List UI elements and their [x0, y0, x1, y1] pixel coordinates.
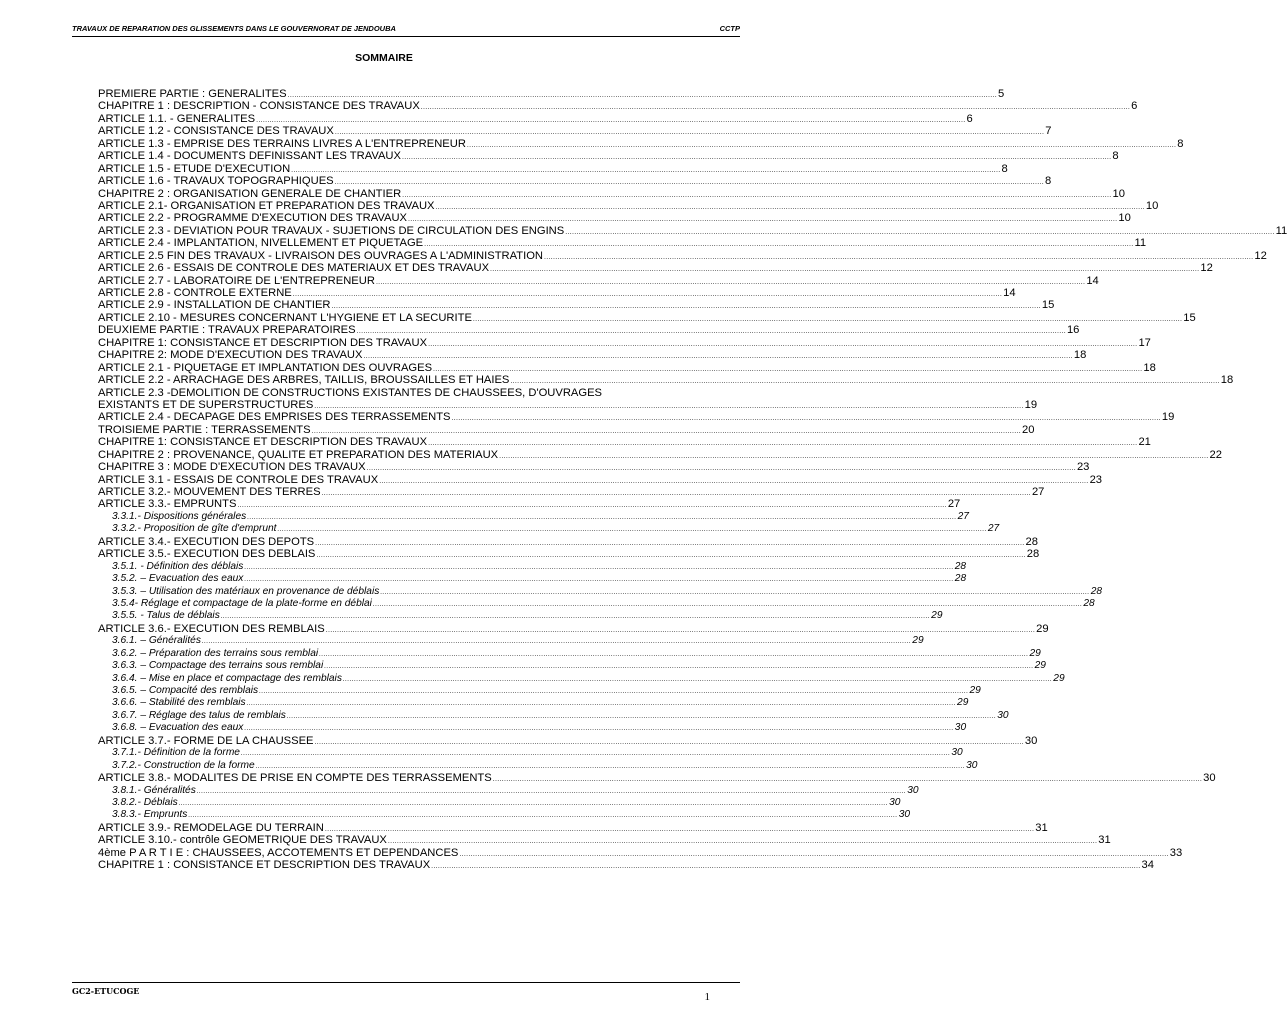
toc-entry-page: 28	[1090, 585, 1103, 597]
table-of-contents	[98, 88, 1287, 872]
toc-entry-page: 28	[1026, 548, 1040, 561]
toc-entry[interactable]	[98, 100, 1138, 113]
toc-entry[interactable]	[98, 796, 901, 809]
toc-entry[interactable]	[98, 772, 1216, 785]
toc-entry[interactable]	[98, 349, 1087, 362]
toc-entry-page: 18	[1073, 349, 1087, 362]
toc-entry-page: 23	[1076, 461, 1090, 474]
toc-entry[interactable]	[98, 461, 1090, 474]
toc-entry-label: CHAPITRE 2: MODE D'EXECUTION DES TRAVAUX	[98, 349, 363, 362]
toc-entry-label: ARTICLE 3.8.- MODALITES DE PRISE EN COMPTE DES TERRASSEMENTS	[98, 772, 492, 785]
toc-entry-label: ARTICLE 2.10 - MESURES CONCERNANT L'HYGIENE ET LA SECURITE	[98, 311, 472, 324]
toc-entry[interactable]	[98, 311, 1196, 324]
toc-entry[interactable]	[98, 287, 1016, 299]
toc-dot-leader	[179, 797, 888, 810]
toc-entry-label: ARTICLE 3.5.- EXECUTION DES DEBLAIS	[98, 548, 316, 561]
toc-entry-label: DEUXIEME PARTIE : TRAVAUX PREPARATOIRES	[98, 324, 356, 337]
toc-entry-label: 3.5.1. - Définition des déblais	[112, 560, 244, 572]
toc-entry-page: 18	[1143, 361, 1156, 374]
toc-entry[interactable]	[98, 523, 1000, 535]
toc-entry-label: 3.3.1.- Dispositions générales	[112, 510, 247, 522]
toc-dot-leader	[247, 697, 956, 710]
toc-entry[interactable]	[98, 834, 1111, 847]
toc-entry-label: 3.8.2.- Déblais	[112, 796, 178, 808]
toc-entry-page: 16	[1066, 324, 1080, 337]
toc-entry-label: ARTICLE 1.5 - ETUDE D'EXECUTION	[98, 162, 291, 175]
toc-entry-label: ARTICLE 3.3.- EMPRUNTS	[98, 498, 237, 511]
toc-entry-label: 3.6.2. – Préparation des terrains sous remblai	[112, 647, 319, 659]
toc-entry-page: 29	[1053, 672, 1065, 684]
toc-entry[interactable]	[98, 411, 1175, 424]
toc-entry-page: 29	[931, 610, 943, 622]
toc-entry-page: 30	[951, 747, 963, 759]
toc-entry-page: 23	[1089, 473, 1103, 486]
toc-entry-page: 8	[1045, 175, 1052, 188]
toc-entry-label: CHAPITRE 1 : DESCRIPTION - CONSISTANCE DES TRAVAUX	[98, 100, 420, 113]
toc-entry[interactable]	[98, 299, 1055, 312]
toc-entry-label: TROISIEME PARTIE : TERRASSEMENTS	[98, 423, 311, 436]
toc-entry-label: 3.6.8. – Evacuation des eaux	[112, 722, 244, 734]
toc-entry[interactable]	[98, 610, 943, 622]
toc-entry-page: 29	[969, 685, 981, 696]
toc-entry-page: 11	[1134, 237, 1147, 250]
toc-entry[interactable]	[98, 137, 1184, 150]
toc-entry-label: ARTICLE 2.6 - ESSAIS DE CONTROLE DES MATERIAUX ET DES TRAVAUX	[98, 262, 490, 275]
toc-entry-label: ARTICLE 2.3 -DEMOLITION DE CONSTRUCTIONS EXISTANTES DE CHAUSSEES, D'OUVRAGES	[98, 386, 603, 399]
toc-dot-leader	[324, 660, 1033, 673]
toc-entry-label: ARTICLE 2.3 - DEVIATION POUR TRAVAUX - SUJETIONS DE CIRCULATION DES ENGINS	[98, 224, 565, 237]
toc-entry[interactable]	[98, 448, 1222, 461]
toc-dot-leader	[510, 374, 1219, 388]
toc-entry[interactable]	[98, 199, 1159, 212]
toc-entry-label: ARTICLE 2.8 - CONTROLE EXTERNE	[98, 287, 292, 299]
toc-entry-page: 12	[1254, 249, 1267, 262]
toc-dot-leader	[287, 710, 996, 723]
toc-entry-page: 30	[898, 809, 911, 821]
toc-entry[interactable]	[98, 759, 978, 772]
toc-entry-label: 4ème P A R T I E : CHAUSSEES, ACCOTEMENTS ET DEPENDANCES	[98, 846, 459, 859]
toc-entry-label: CHAPITRE 2 : ORGANISATION GENERALE DE CHANTIER	[98, 187, 402, 200]
toc-entry-page: 10	[1112, 187, 1125, 200]
toc-entry[interactable]	[98, 486, 1045, 498]
toc-dot-leader	[244, 722, 953, 735]
toc-entry[interactable]	[98, 262, 1213, 275]
toc-entry[interactable]	[98, 125, 1052, 138]
toc-entry-page: 8	[1001, 162, 1008, 175]
header-project-title: TRAVAUX DE REPARATION DES GLISSEMENTS DANS LE GOUVERNORAT DE JENDOUBA	[72, 24, 396, 33]
toc-entry-page: 8	[1177, 137, 1184, 150]
toc-entry-page: 29	[957, 697, 969, 709]
toc-dot-leader	[380, 586, 1089, 599]
toc-entry[interactable]	[98, 88, 1005, 100]
toc-entry-page: 10	[1145, 199, 1159, 212]
toc-entry[interactable]	[98, 859, 1154, 872]
toc-entry-label: ARTICLE 1.4 - DOCUMENTS DEFINISSANT LES TRAVAUX	[98, 150, 401, 163]
toc-entry-page: 19	[1161, 411, 1175, 424]
toc-entry-label: 3.6.3. – Compactage des terrains sous remblai	[112, 660, 324, 672]
page-footer	[72, 982, 740, 1013]
toc-entry-label: ARTICLE 3.1 - ESSAIS DE CONTROLE DES TRAVAUX	[98, 473, 379, 486]
toc-entry-page: 28	[1025, 535, 1038, 548]
toc-entry[interactable]	[98, 685, 981, 697]
toc-dot-leader	[188, 809, 897, 822]
toc-dot-leader	[247, 511, 956, 524]
toc-dot-leader	[244, 573, 953, 586]
header-document-type: CCTP	[719, 24, 740, 33]
toc-entry[interactable]	[98, 175, 1052, 188]
toc-entry[interactable]	[98, 423, 1035, 436]
toc-entry-label: ARTICLE 2.1 - PIQUETAGE ET IMPLANTATION DES OUVRAGES	[98, 361, 433, 374]
toc-entry[interactable]	[98, 697, 969, 709]
toc-entry[interactable]	[98, 498, 961, 511]
toc-entry-page: 28	[954, 573, 967, 585]
toc-entry-label: ARTICLE 2.2 - PROGRAMME D'EXECUTION DES TRAVAUX	[98, 212, 408, 225]
toc-entry-page: 27	[957, 510, 969, 522]
toc-entry-page: 30	[889, 796, 901, 808]
toc-entry-label: ARTICLE 2.4 - IMPLANTATION, NIVELLEMENT ET PIQUETAGE	[98, 237, 424, 250]
toc-entry-page: 5	[997, 88, 1005, 100]
toc-entry-label: ARTICLE 1.3 - EMPRISE DES TERRAINS LIVRES A L'ENTREPRENEUR	[98, 137, 466, 150]
toc-entry[interactable]	[98, 112, 973, 125]
toc-entry[interactable]	[98, 709, 1009, 722]
toc-entry-label: 3.6.4. – Mise en place et compactage des remblais	[112, 672, 342, 684]
toc-entry[interactable]	[98, 548, 1040, 561]
toc-entry[interactable]	[98, 510, 969, 523]
toc-entry-page: 30	[907, 784, 919, 796]
toc-dot-leader	[244, 561, 953, 574]
toc-entry[interactable]	[98, 374, 1234, 387]
toc-entry-label: 3.5.3. – Utilisation des matériaux en provenance de déblais	[112, 585, 380, 597]
toc-dot-leader	[221, 610, 930, 623]
toc-entry-page: 33	[1169, 846, 1183, 859]
toc-entry-label: ARTICLE 3.2.- MOUVEMENT DES TERRES	[98, 486, 321, 498]
toc-entry-page: 22	[1209, 448, 1222, 461]
toc-entry-label: ARTICLE 3.10.- contrôle GEOMETRIQUE DES TRAVAUX	[98, 834, 387, 847]
toc-entry-label: 3.6.7. – Réglage des talus de remblais	[112, 709, 286, 721]
toc-entry-label: ARTICLE 1.2 - CONSISTANCE DES TRAVAUX	[98, 125, 334, 138]
toc-entry-label: ARTICLE 2.9 - INSTALLATION DE CHANTIER	[98, 299, 331, 312]
toc-dot-leader	[259, 685, 968, 698]
toc-dot-leader	[319, 648, 1028, 661]
toc-entry[interactable]	[98, 150, 1119, 163]
toc-entry[interactable]	[98, 573, 967, 585]
toc-entry[interactable]	[98, 784, 919, 797]
toc-entry-page: 7	[1045, 125, 1052, 138]
toc-entry[interactable]	[98, 821, 1048, 834]
toc-entry-label: 3.6.5. – Compacité des remblais	[112, 685, 259, 696]
toc-entry[interactable]	[98, 809, 911, 821]
toc-entry[interactable]	[98, 398, 1038, 411]
toc-entry[interactable]	[98, 660, 1046, 672]
toc-entry[interactable]	[98, 846, 1183, 859]
toc-entry[interactable]	[98, 336, 1151, 349]
toc-entry[interactable]	[98, 635, 924, 647]
toc-entry-label: ARTICLE 3.4.- EXECUTION DES DEPOTS	[98, 535, 315, 548]
toc-entry-label: PREMIERE PARTIE : GENERALITES	[98, 88, 287, 100]
toc-entry-page: 15	[1183, 311, 1196, 324]
toc-entry[interactable]	[98, 162, 1008, 175]
toc-entry-page: 29	[1034, 660, 1046, 672]
toc-entry-page: 10	[1118, 212, 1131, 225]
toc-entry[interactable]	[98, 361, 1156, 374]
toc-entry-page: 19	[1024, 398, 1038, 411]
toc-entry-label: ARTICLE 2.7 - LABORATOIRE DE L'ENTREPRENEUR	[98, 274, 375, 287]
toc-entry-page: 30	[954, 722, 967, 734]
toc-entry[interactable]	[98, 473, 1103, 486]
toc-entry-page: 14	[1003, 287, 1016, 299]
toc-entry-label: CHAPITRE 1 : CONSISTANCE ET DESCRIPTION DES TRAVAUX	[98, 859, 431, 872]
toc-entry-page: 27	[987, 523, 1000, 535]
toc-entry-label: 3.5.2. – Evacuation des eaux	[112, 573, 244, 585]
toc-entry-label: ARTICLE 2.4 - DECAPAGE DES EMPRISES DES TERRASSEMENTS	[98, 411, 451, 424]
toc-entry-page: 31	[1035, 821, 1048, 834]
toc-entry-label: 3.7.1.- Définition de la forme	[112, 747, 240, 759]
toc-entry-page: 8	[1112, 150, 1119, 163]
toc-entry-label: 3.8.3.- Emprunts	[112, 809, 188, 821]
toc-dot-leader	[202, 635, 911, 648]
toc-entry-page: 28	[1083, 597, 1095, 609]
toc-entry-page: 6	[966, 112, 973, 125]
toc-entry[interactable]	[98, 324, 1080, 337]
toc-entry-page: 28	[954, 560, 967, 572]
toc-entry-label: 3.6.1. – Généralités	[112, 635, 201, 647]
footer-page-number: 1	[704, 991, 710, 1003]
toc-entry-page: 34	[1141, 859, 1154, 872]
toc-entry-page: 12	[1200, 262, 1213, 275]
toc-entry[interactable]	[98, 722, 967, 734]
toc-entry-page: 30	[1203, 772, 1216, 785]
page-header	[72, 22, 740, 37]
toc-entry-label: EXISTANTS ET DE SUPERSTRUCTURES	[98, 398, 314, 411]
toc-entry-label: ARTICLE 3.9.- REMODELAGE DU TERRAIN	[98, 821, 324, 834]
toc-entry-label: 3.5.4- Réglage et compactage de la plate-forme en déblai	[112, 597, 372, 609]
toc-entry-page: 30	[1024, 734, 1038, 747]
toc-entry-page: 14	[1086, 274, 1099, 287]
toc-entry[interactable]	[98, 622, 1049, 635]
toc-dot-leader	[373, 598, 1082, 611]
toc-entry-page: 27	[947, 498, 961, 511]
toc-entry-page: 29	[1036, 622, 1049, 635]
toc-entry[interactable]	[98, 597, 1095, 610]
toc-entry-page: 29	[1029, 647, 1041, 659]
toc-entry-label: ARTICLE 3.7.- FORME DE LA CHAUSSEE	[98, 734, 314, 747]
toc-entry-page: 30	[997, 709, 1009, 721]
toc-entry[interactable]	[98, 187, 1125, 200]
toc-entry-page: 30	[966, 759, 978, 771]
toc-entry-page: 18	[1220, 374, 1234, 387]
toc-entry-label: ARTICLE 1.6 - TRAVAUX TOPOGRAPHIQUES	[98, 175, 334, 188]
toc-entry-page: 17	[1138, 336, 1151, 349]
toc-dot-leader	[277, 523, 986, 536]
toc-dot-leader	[343, 673, 1052, 686]
toc-entry[interactable]	[98, 560, 967, 573]
toc-entry-page: 29	[912, 635, 924, 647]
toc-entry[interactable]	[98, 672, 1065, 685]
toc-entry-page: 31	[1098, 834, 1111, 847]
toc-entry-label: 3.5.5. - Talus de déblais	[112, 610, 220, 622]
toc-entry[interactable]	[98, 274, 1099, 287]
toc-entry[interactable]	[98, 585, 1103, 598]
toc-entry-label: CHAPITRE 2 : PROVENANCE, QUALITE ET PREPARATION DES MATERIAUX	[98, 448, 499, 461]
toc-entry-label: 3.3.2.- Proposition de gîte d'emprunt	[112, 523, 277, 535]
toc-entry-page: 6	[1131, 100, 1138, 113]
toc-dot-leader	[197, 785, 906, 798]
toc-entry-page: 15	[1041, 299, 1055, 312]
toc-entry-label: 3.6.6. – Stabilité des remblais	[112, 697, 246, 709]
toc-entry[interactable]	[98, 237, 1147, 250]
toc-entry-label: ARTICLE 2.1- ORGANISATION ET PREPARATION DES TRAVAUX	[98, 199, 435, 212]
page-title: SOMMAIRE	[355, 52, 413, 64]
toc-dot-leader	[241, 747, 950, 760]
toc-entry-label: 3.7.2.- Construction de la forme	[112, 759, 255, 771]
toc-dot-leader	[431, 859, 1140, 873]
toc-entry-label: ARTICLE 2.5 FIN DES TRAVAUX - LIVRAISON DES OUVRAGES A L'ADMINISTRATION	[98, 249, 543, 262]
footer-company: GC2-ETUCOGE	[72, 986, 140, 996]
toc-entry[interactable]	[98, 535, 1038, 548]
toc-entry[interactable]	[98, 747, 963, 759]
toc-entry-label: ARTICLE 3.6.- EXECUTION DES REMBLAIS	[98, 622, 325, 635]
toc-dot-leader	[256, 760, 965, 773]
toc-entry-label: CHAPITRE 1: CONSISTANCE ET DESCRIPTION DES TRAVAUX	[98, 336, 428, 349]
toc-entry-label: ARTICLE 2.2 - ARRACHAGE DES ARBRES, TAILLIS, BROUSSAILLES ET HAIES	[98, 374, 510, 387]
toc-entry[interactable]	[98, 647, 1041, 660]
toc-entry-label: 3.8.1.- Généralités	[112, 784, 196, 796]
toc-entry[interactable]	[98, 212, 1131, 225]
toc-entry-page: 21	[1138, 436, 1151, 449]
toc-entry-label: CHAPITRE 3 : MODE D'EXECUTION DES TRAVAUX	[98, 461, 366, 474]
toc-entry[interactable]	[98, 224, 1287, 237]
toc-entry[interactable]	[98, 734, 1038, 747]
toc-entry-label: ARTICLE 1.1. - GENERALITES	[98, 112, 256, 125]
toc-entry[interactable]	[98, 249, 1267, 262]
toc-entry[interactable]	[98, 436, 1151, 449]
toc-entry-page: 27	[1031, 486, 1045, 498]
toc-entry-page: 11	[1275, 224, 1287, 237]
toc-entry-page: 20	[1021, 423, 1035, 436]
toc-entry-label: CHAPITRE 1: CONSISTANCE ET DESCRIPTION DES TRAVAUX	[98, 436, 428, 449]
